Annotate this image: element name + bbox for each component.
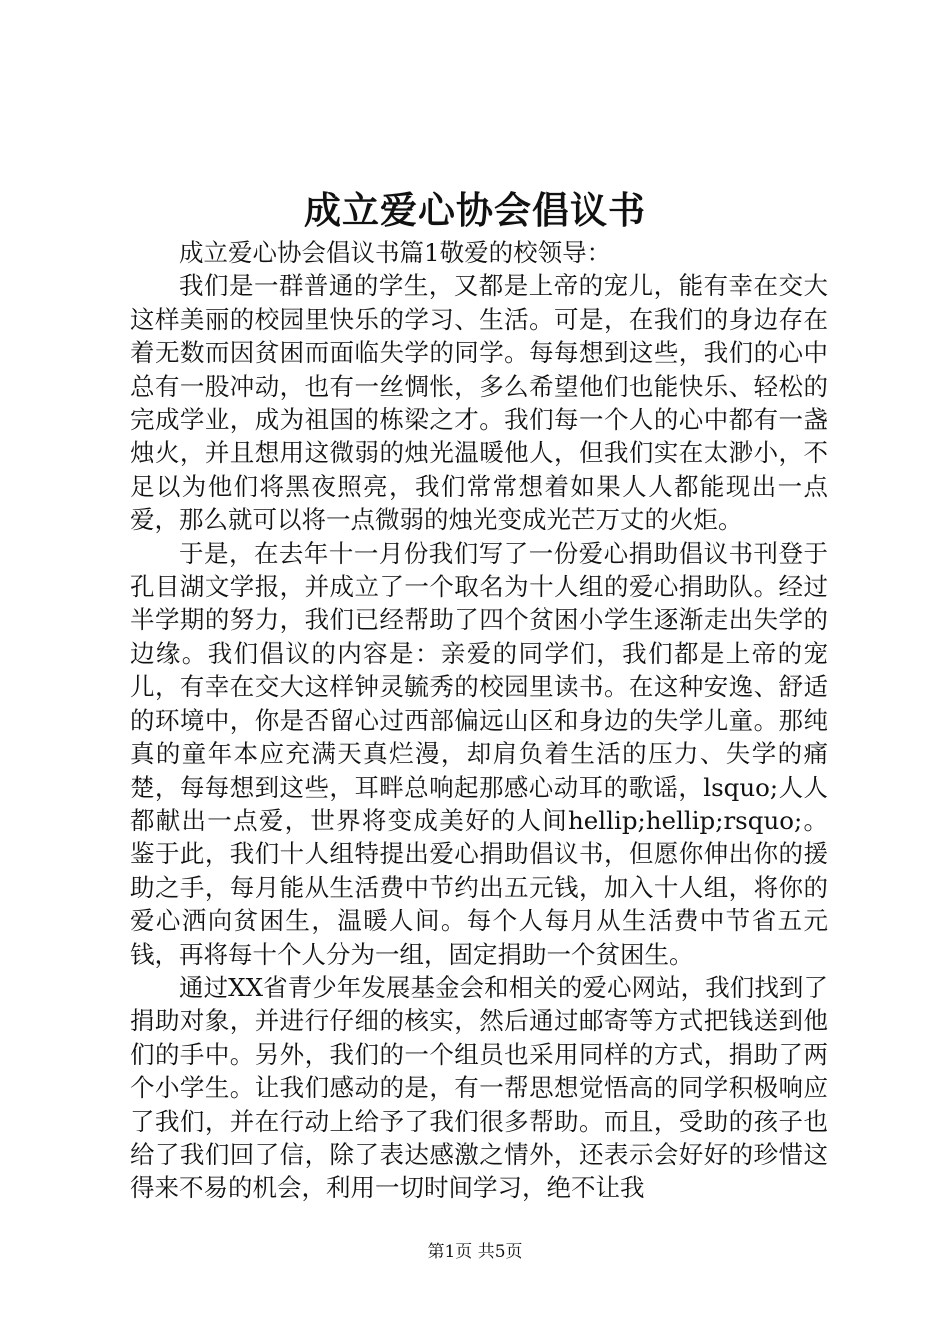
document-body <box>130 236 828 1205</box>
paragraph: 成立爱心协会倡议书篇1敬爱的校领导： <box>179 238 612 267</box>
paragraph: 于是，在去年十一月份我们写了一份爱心捐助倡议书刊登于孔目湖文学报，并成立了一个取名为十人组的爱心捐助队。经过半学期的努力，我们已经帮助了四个贫困小学生逐渐走出失学的边缘。我们倡议的内容是：亲爱的同学们，我们都是上帝的宠儿，有幸在交大这样钟灵毓秀的校园里读书。在这种安逸、舒适的环境中，你是否留心过西部偏远山区和身边的失学儿童。那纯真的童年本应充满天真烂漫，却肩负着生活的压力、失学的痛楚，每每想到这些，耳畔总响起那感心动耳的歌谣，lsquo;人人都献出一点爱，世界将变成美好的人间hellip;hellip;rsquo;。鉴于此，我们十人组特提出爱心捐助倡议书，但愿你伸出你的援助之手，每月能从生活费中节约出五元钱，加入十人组，将你的爱心洒向贫困生，温暖人间。每个人每月从生活费中节省五元钱，再将每十个人分为一组，固定捐助一个贫困生。 <box>130 538 828 969</box>
page-title: 成立爱心协会倡议书 <box>304 188 646 232</box>
paragraph: 我们是一群普通的学生，又都是上帝的宠儿，能有幸在交大这样美丽的校园里快乐的学习、生活。可是，在我们的身边存在着无数而因贫困而面临失学的同学。每每想到这些，我们的心中总有一股冲动，也有一丝惆怅，多么希望他们也能快乐、轻松的完成学业，成为祖国的栋梁之才。我们每一个人的心中都有一盏烛火，并且想用这微弱的烛光温暖他人，但我们实在太渺小，不足以为他们将黑夜照亮，我们常常想着如果人人都能现出一点爱，那么就可以将一点微弱的烛光变成光芒万丈的火炬。 <box>130 271 828 535</box>
paragraph: 通过XX省青少年发展基金会和相关的爱心网站，我们找到了捐助对象，并进行仔细的核实，然后通过邮寄等方式把钱送到他们的手中。另外，我们的一个组员也采用同样的方式，捐助了两个小学生。让我们感动的是，有一帮思想觉悟高的同学积极响应了我们，并在行动上给予了我们很多帮助。而且，受助的孩子也给了我们回了信，除了表达感激之情外，还表示会好好的珍惜这得来不易的机会，利用一切时间学习，绝不让我 <box>130 972 828 1203</box>
page-number-footer: 第1页 共5页 <box>427 1242 523 1262</box>
